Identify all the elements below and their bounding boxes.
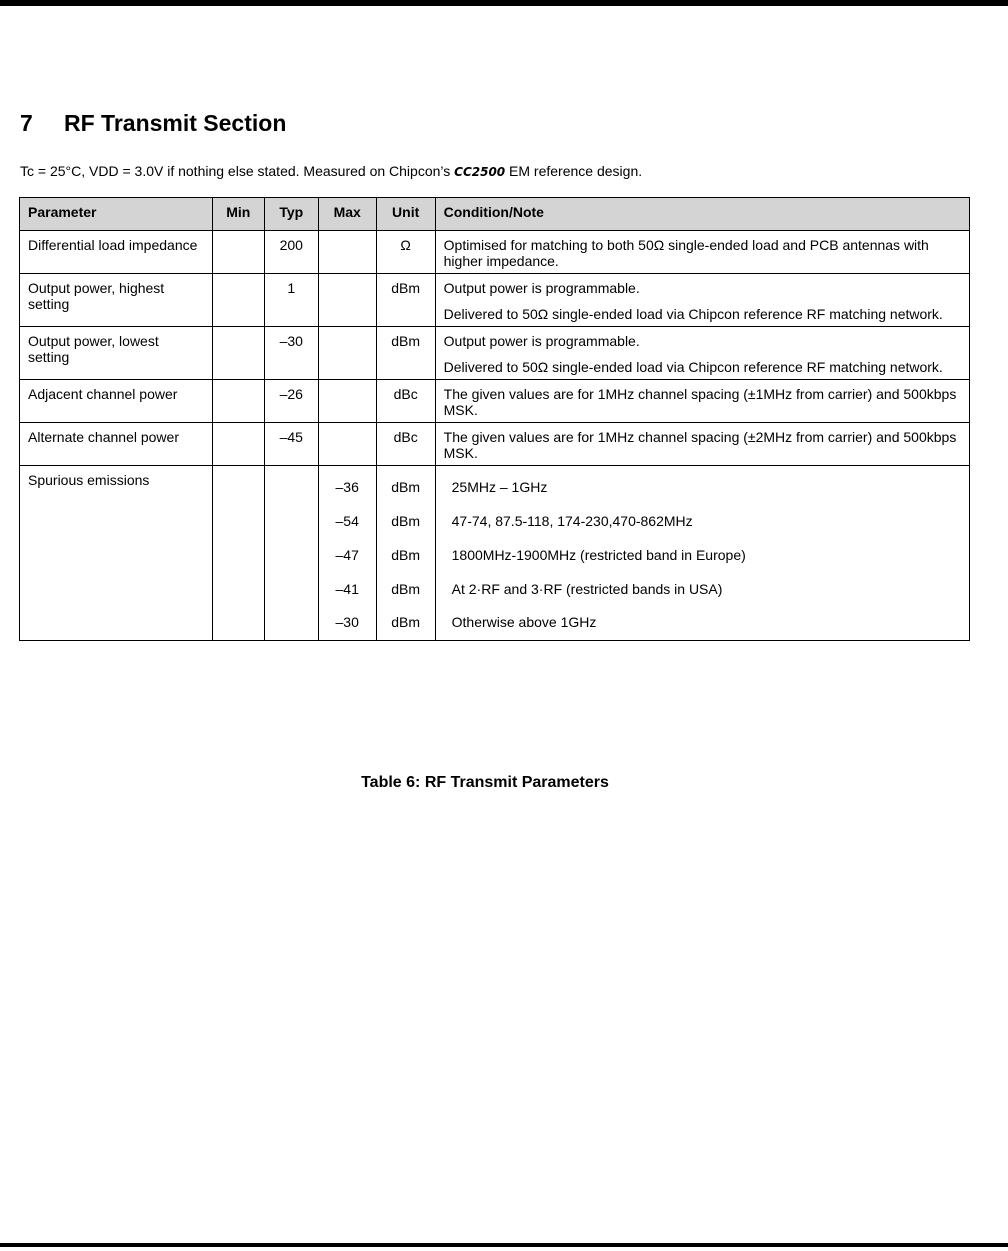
- chip-name: CC2500: [454, 165, 506, 179]
- cell-parameter: Alternate channel power: [20, 423, 213, 466]
- header-max: Max: [318, 198, 376, 231]
- cell-unit: dBc: [376, 423, 435, 466]
- spurious-max: –30: [335, 614, 359, 630]
- note-line: Output power is programmable.: [443, 333, 640, 349]
- header-note: Condition/Note: [435, 198, 969, 231]
- table-caption: Table 6: RF Transmit Parameters: [361, 774, 609, 791]
- spurious-max: –54: [335, 513, 359, 529]
- cell-typ: –30: [264, 327, 318, 380]
- spurious-note: 47-74, 87.5-118, 174-230,470-862MHz: [451, 513, 693, 529]
- cell-parameter: Differential load impedance: [20, 231, 213, 274]
- spurious-max: –41: [335, 581, 359, 597]
- table-row: [20, 423, 970, 466]
- cell-unit: dBm: [376, 327, 435, 380]
- cell-note: [435, 466, 969, 641]
- section-number: 7: [20, 110, 33, 136]
- cell-typ: 1: [264, 274, 318, 327]
- cell-parameter: Adjacent channel power: [20, 380, 213, 423]
- table-row: [20, 274, 970, 327]
- section-title: RF Transmit Section: [64, 110, 287, 136]
- spurious-note: 1800MHz-1900MHz (restricted band in Europe): [451, 547, 746, 563]
- header-min: Min: [212, 198, 264, 231]
- cell-note: [435, 327, 969, 380]
- spurious-note: 25MHz – 1GHz: [451, 479, 548, 495]
- cell-min: [212, 380, 264, 423]
- cell-parameter: Spurious emissions: [20, 466, 213, 641]
- cell-min: [212, 274, 264, 327]
- cell-note: The given values are for 1MHz channel spacing (±2MHz from carrier) and 500kbps MSK.: [435, 423, 969, 466]
- bottom-rule: [0, 1243, 1008, 1247]
- spurious-unit: dBm: [391, 547, 421, 563]
- spurious-unit: dBm: [391, 581, 421, 597]
- cell-max: [318, 380, 376, 423]
- section-heading: [20, 110, 286, 137]
- cell-note: Optimised for matching to both 50Ω single-ended load and PCB antennas with higher impedance.: [435, 231, 969, 274]
- cell-max: [318, 423, 376, 466]
- intro-text: [20, 163, 642, 179]
- cell-note: The given values are for 1MHz channel spacing (±1MHz from carrier) and 500kbps MSK.: [435, 380, 969, 423]
- table-row-spurious: [20, 466, 970, 641]
- cell-typ: –45: [264, 423, 318, 466]
- cell-min: [212, 231, 264, 274]
- cell-min: [212, 466, 264, 641]
- table-row: [20, 380, 970, 423]
- cell-typ: [264, 466, 318, 641]
- table-row: [20, 231, 970, 274]
- spurious-note: At 2·RF and 3·RF (restricted bands in USA): [451, 581, 723, 597]
- cell-unit: dBc: [376, 380, 435, 423]
- cell-max: [318, 231, 376, 274]
- cell-unit: Ω: [376, 231, 435, 274]
- rf-transmit-table: [19, 197, 970, 641]
- cell-unit: [376, 466, 435, 641]
- spurious-unit: dBm: [391, 513, 421, 529]
- spurious-note: Otherwise above 1GHz: [451, 614, 597, 630]
- spurious-unit: dBm: [391, 614, 421, 630]
- intro-prefix: Tc = 25°C, VDD = 3.0V if nothing else stated. Measured on Chipcon’s: [20, 163, 455, 179]
- note-line: Output power is programmable.: [443, 280, 640, 296]
- cell-parameter: Output power, highest setting: [20, 274, 213, 327]
- note-line: Delivered to 50Ω single-ended load via Chipcon reference RF matching network.: [443, 359, 943, 375]
- cell-parameter: Output power, lowest setting: [20, 327, 213, 380]
- spurious-unit: dBm: [391, 479, 421, 495]
- cell-min: [212, 327, 264, 380]
- cell-unit: dBm: [376, 274, 435, 327]
- cell-note: [435, 274, 969, 327]
- note-line: Delivered to 50Ω single-ended load via Chipcon reference RF matching network.: [443, 306, 943, 322]
- top-rule: [0, 0, 1008, 6]
- spurious-max: –36: [335, 479, 359, 495]
- table-header-row: [20, 198, 970, 231]
- cell-typ: 200: [264, 231, 318, 274]
- header-unit: Unit: [376, 198, 435, 231]
- cell-min: [212, 423, 264, 466]
- cell-max: [318, 327, 376, 380]
- header-typ: Typ: [264, 198, 318, 231]
- table-row: [20, 327, 970, 380]
- header-parameter: Parameter: [20, 198, 213, 231]
- spurious-max: –47: [335, 547, 359, 563]
- intro-suffix: EM reference design.: [505, 163, 643, 179]
- cell-max: [318, 274, 376, 327]
- cell-max: [318, 466, 376, 641]
- cell-typ: –26: [264, 380, 318, 423]
